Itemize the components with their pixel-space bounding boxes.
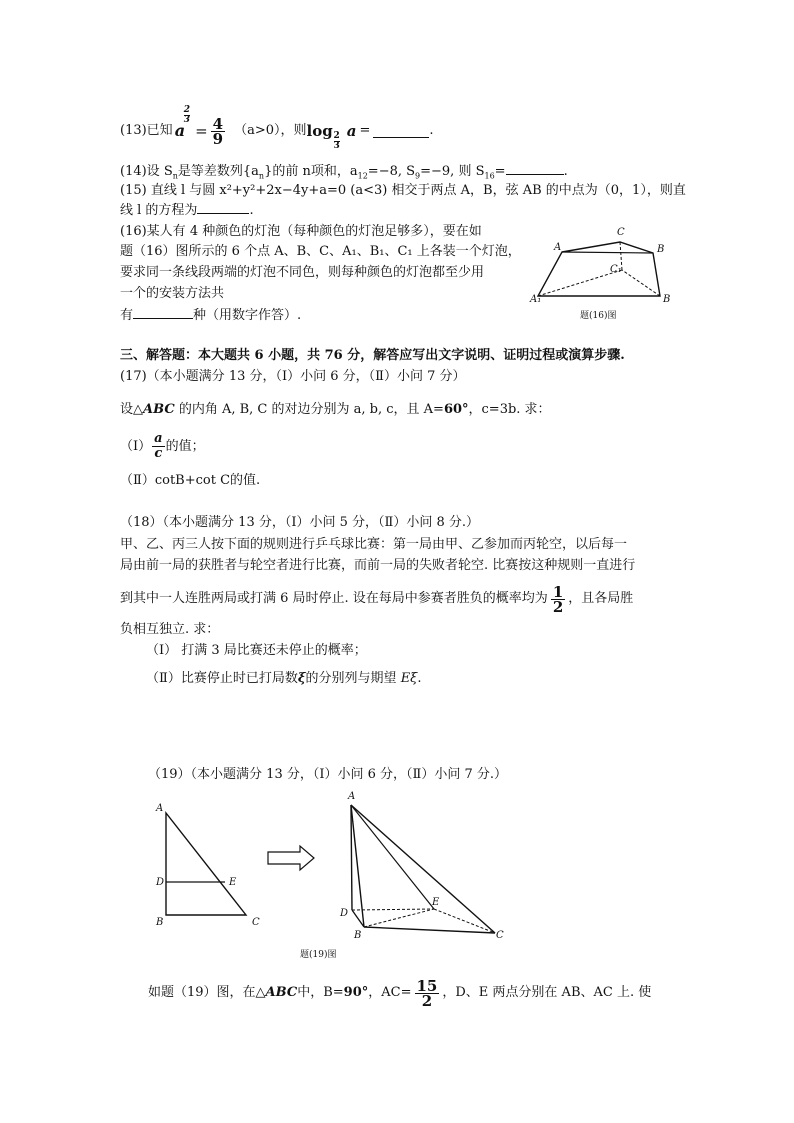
q19-left-label-B: B [156, 917, 164, 928]
q18-line1: 甲、乙、丙三人按下面的规则进行乒乓球比赛：第一局由甲、乙参加而丙轮空，以后每一 [120, 537, 628, 552]
q19-arrow-icon [268, 846, 314, 870]
q16-line4: 一个的安装方法共 [120, 286, 225, 301]
q13-base-a: a 2 3 [174, 105, 190, 140]
q19-right-label-B: B [354, 930, 362, 941]
q16-label-B: B [657, 244, 665, 255]
q16-label-A1: A₁ [530, 294, 542, 305]
q19-left-label-C: C [252, 917, 260, 928]
q16-line1: (16)某人有 4 种颜色的灯泡（每种颜色的灯泡足够多），要在如 [120, 224, 482, 239]
q18-part2: （Ⅱ）比赛停止时已打局数ξ的分别列与期望 Eξ. [146, 671, 422, 686]
q13-fraction: $\frac{4}{9}$ [212, 114, 224, 148]
q16-answer-blank[interactable] [133, 306, 193, 319]
q19-stem: 如题（19）图，在 △ABC 中，B= 90° ，AC= $\frac{15}{2}$ ，D、E 两点分别在 AB、AC 上. 使 [148, 976, 652, 1010]
q16-label-C: C [617, 227, 625, 238]
q13-end: . [429, 123, 434, 138]
q19-right-label-D: D [340, 908, 349, 919]
q16-label-A: A [554, 242, 562, 253]
q19-figure [140, 785, 520, 965]
q17-head: (17)（本小题满分 13 分，（Ⅰ）小问 6 分，（Ⅱ）小问 7 分） [120, 369, 466, 384]
q17-part2: （Ⅱ）cotB+cot C的值. [120, 473, 261, 488]
q19-fraction: $\frac{15}{2}$ [416, 976, 438, 1010]
q17-stem: 设△ABC 的内角 A, B, C 的对边分别为 a, b, c，且 A=60°，c=3b. 求： [120, 402, 551, 417]
q13-answer-blank[interactable] [373, 125, 429, 138]
q19-caption: 题(19)图 [300, 950, 337, 960]
q17-fraction: $\frac{a}{c}$ [154, 431, 163, 461]
q13-condition: （a>0），则 [234, 123, 307, 138]
q19-right-label-E: E [432, 897, 440, 908]
q16-line5: 有 种（用数字作答）. [120, 308, 302, 323]
q19-head: （19）（本小题满分 13 分，（Ⅰ）小问 6 分，（Ⅱ）小问 7 分.） [148, 767, 508, 782]
q17-part1: （Ⅰ） $\frac{a}{c}$ 的值； [120, 431, 205, 461]
q19-left-label-D: D [156, 877, 165, 888]
q19-right-label-C: C [496, 930, 504, 941]
q16-label-B1: B [663, 294, 671, 305]
q13-line [120, 105, 434, 154]
q18-fraction: $\frac{1}{2}$ [552, 582, 564, 616]
q13-exponent: 2 3 [183, 105, 190, 125]
q13-prefix: (13)已知 [120, 123, 173, 138]
q18-part1: （Ⅰ） 打满 3 局比赛还未停止的概率； [146, 643, 367, 658]
q13-log-base: 2 3 [333, 131, 340, 151]
q16-caption: 题(16)图 [580, 311, 617, 321]
q19-left-label-A: A [156, 803, 164, 814]
q16-figure [526, 220, 686, 330]
q15-answer-blank[interactable] [197, 201, 249, 214]
q18-line3: 到其中一人连胜两局或打满 6 局时停止. 设在每局中参赛者胜负的概率均为 $\frac{1}{2}$ ，且各局胜 [120, 582, 634, 616]
q15-line1: (15) 直线 l 与圆 x²+y²+2x−4y+a=0 (a<3) 相交于两点 A，B，弦 AB 的中点为（0，1），则直 [120, 183, 686, 198]
q13-tail: = [359, 123, 371, 138]
q13-log-arg: a [346, 122, 357, 140]
q19-left-label-E: E [229, 877, 237, 888]
q16-line2: 题（16）图所示的 6 个点 A、B、C、A₁、B₁、C₁ 上各装一个灯泡， [120, 244, 521, 259]
q19-right-label-A: A [348, 791, 356, 802]
q16-line3: 要求同一条线段两端的灯泡不同色，则每种颜色的灯泡都至少用 [120, 265, 485, 280]
q18-line2: 局由前一局的获胜者与轮空者进行比赛，而前一局的失败者轮空. 比赛按这种规则一直进行 [120, 558, 636, 573]
q13-eq: = [195, 122, 208, 140]
q14-line: (14)设 $S_n$是等差数列$\{a_n\}$的前 n项和，$a_{12}=-8$, $S_9=-9$, 则 $S_{16}=$ . [120, 164, 568, 181]
q14-answer-blank[interactable] [506, 162, 564, 175]
q13-log: log 2 3 [306, 122, 340, 151]
q18-line4: 负相互独立. 求： [120, 622, 220, 637]
q16-label-C1: C₁ [610, 264, 622, 275]
section3-title: 三、解答题：本大题共 6 小题，共 76 分，解答应写出文字说明、证明过程或演算步骤. [120, 348, 625, 363]
q18-head: （18）（本小题满分 13 分，（Ⅰ）小问 5 分，（Ⅱ）小问 8 分.） [120, 515, 480, 530]
q15-line2: 线 l 的方程为 . [120, 203, 254, 218]
